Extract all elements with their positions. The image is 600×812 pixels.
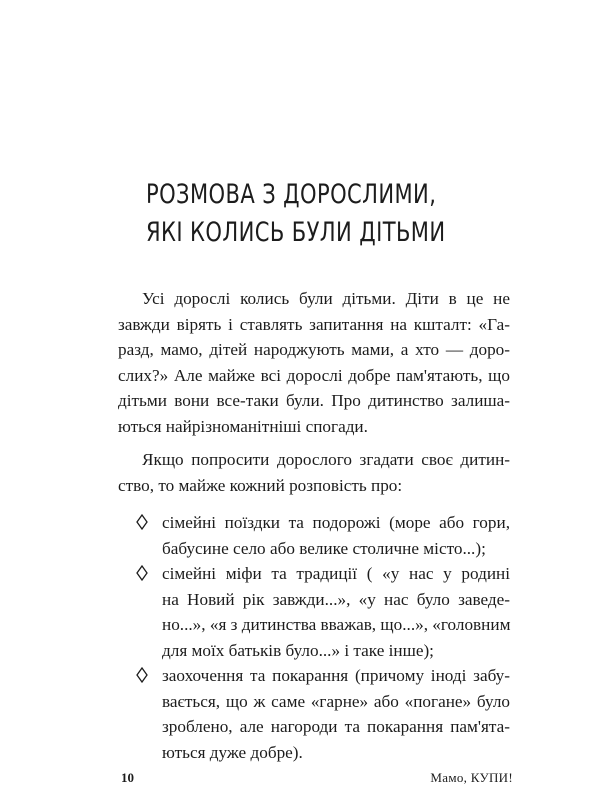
body-text [118,286,510,765]
list-item-line: зроблено, але нагороди та покарання пам'ята- [162,717,510,736]
list-item-line: но...», «я з дитинства вважав, що...», «головним [162,615,511,634]
paragraph-1-line: завжди вірять і ставлять запитання на кшталт: «Га- [118,314,510,334]
list-item-line: сімейні поїздки та подорожі (море або гори, [162,513,510,532]
diamond-bullet-icon [136,667,148,683]
running-title: Мамо, КУПИ! [430,770,513,785]
paragraph-1-line: слих?» Але майже всі дорослі добре пам'ятають, що [118,365,510,385]
paragraph-1-line: разд, мамо, дітей народжують мами, а хто — доро- [118,340,510,359]
list-item-line: бабусине село або велике столичне місто...); [162,538,486,558]
list-item-line: сімейні міфи та традиції ( «у нас у родині [162,564,510,583]
heading-line-2: ЯКІ КОЛИСЬ БУЛИ ДІТЬМИ [146,217,446,248]
paragraph-2-line: Якщо попросити дорослого згадати своє дитин- [142,450,510,469]
list-item-line: для моїх батьків було...» і таке інше); [162,640,434,660]
paragraph-1 [118,286,510,439]
list-item-line: заохочення та покарання (причому іноді забу- [162,666,510,685]
diamond-bullet-icon [136,514,148,530]
paragraph-2 [118,447,510,498]
heading-line-1: РОЗМОВА З ДОРОСЛИМИ, [146,179,437,210]
paragraph-1-line: дітьми вони все-таки були. Про дитинство залиша- [118,391,510,410]
list-item [118,561,510,663]
memories-list [118,510,510,765]
page-number: 10 [121,770,134,785]
list-item-line: ються дуже добре). [162,742,303,762]
list-item-line: на Новий рік завжди...», «у нас було заведе- [162,589,510,609]
page-footer [121,770,513,790]
paragraph-2-line: ство, то майже кожний розповість про: [118,475,403,495]
chapter-heading [146,176,446,252]
paragraph-1-line: Усі дорослі колись були дітьми. Діти в це не [142,289,510,308]
list-item [118,510,510,561]
paragraph-1-line: ються найрізноманітніші спогади. [118,416,368,436]
list-item-line: вається, що ж саме «гарне» або «погане» було [162,691,510,711]
diamond-bullet-icon [136,565,148,581]
list-item [118,663,510,765]
